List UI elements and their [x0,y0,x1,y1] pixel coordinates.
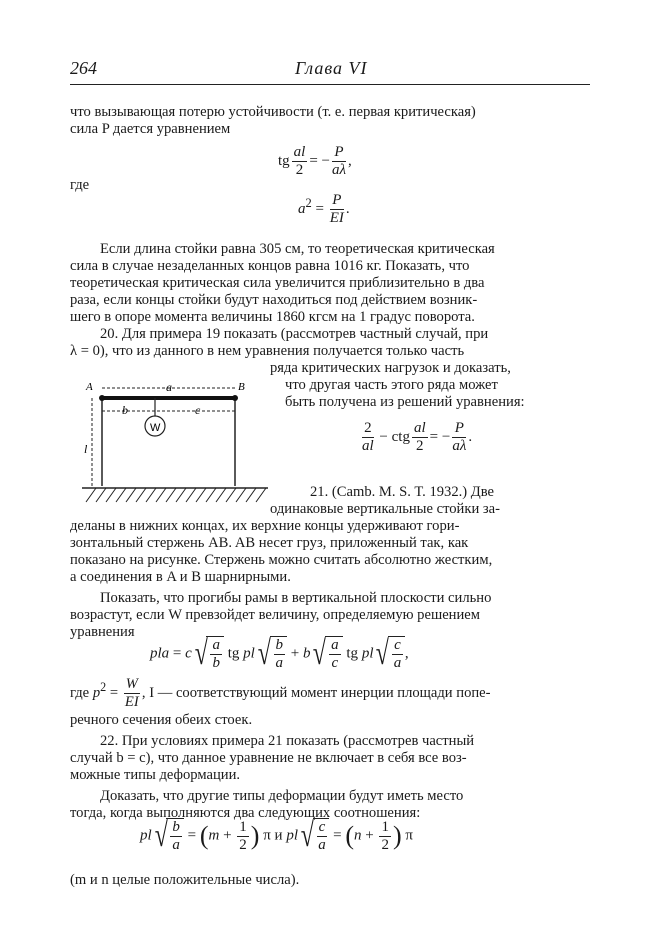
text-run: , I — соответствующий момент инерции площади попе- [141,684,491,701]
text-line: можные типы деформации. [70,767,241,783]
label-l: l [84,442,88,456]
text-line: шего в опоре момента величины 1860 кгсм на 1 градус поворота. [70,309,475,325]
text-line: что другая часть этого ряда может [285,377,498,393]
text-line: 21. (Camb. M. S. T. 1932.) Две [310,484,495,500]
text-line: тогда, когда выполняются два следующих соотношения: [70,805,421,821]
text-line: раза, если концы стойки будут находиться под действием возник- [70,292,478,308]
label-A: A [86,381,93,393]
hinge-b [232,395,238,401]
label-b: b [122,403,128,417]
text-line: случай b = c), что данное уравнение не включает в себя все воз- [70,750,467,766]
text-line: что вызывающая потерю устойчивости (т. е. первая критическая) [70,104,476,120]
text-run: где [70,684,90,701]
text-line: Показать, что прогибы рамы в вертикальной плоскости сильно [100,590,492,606]
label-w: W [150,422,161,434]
text-line: быть получена из решений уравнения: [285,394,525,410]
text-line: сила в случае незаделанных концов равна 1016 кг. Показать, что [70,258,470,274]
equation-pla: pla = c√ $\frac{a}{b}$ tg pl√ $\frac{b}{a}$ + b√ $\frac{a}{c}$ tg pl√ $\frac{c}{a}$ , [150,635,409,672]
text-line: где $p^2$ = $\frac{W}{EI}$ , I — соответствующий момент инерции площади попе- [70,676,491,710]
equation-tg: tg $\frac{al}{2}$ = − $\frac{P}{a\lambda}$ , [278,144,352,178]
header-rule [70,84,590,85]
text-line: одинаковые вертикальные стойки за- [270,501,501,517]
label-B: B [238,381,245,393]
label-a: a [166,380,172,394]
text-line: где [70,177,90,193]
text-line: сила P дается уравнением [70,121,231,137]
hinge-a [99,395,105,401]
equation-conditions: pl√ $\frac{b}{a}$ = (m + $\frac{1}{2}$ ) π и pl√ $\frac{c}{a}$ = (n + $\frac{1}{2}$ ) π [140,817,413,854]
text-line: Если длина стойки равна 305 см, то теоретическая критическая [100,241,495,257]
text-line: ряда критических нагрузок и доказать, [270,360,511,376]
equation-alpha: $a^2$ = $\frac{P}{EI}$ . [298,192,350,226]
text-line: зонтальный стержень AB. AB несет груз, приложенный так, как [70,535,469,551]
text-line: уравнения [70,624,135,640]
equation-ctg: $\frac{2}{al}$ − ctg $\frac{al}{2}$ = − $\frac{P}{a\lambda}$ . [362,420,473,454]
ground-hatch [86,488,266,502]
text-line: деланы в нижних концах, их верхние концы удерживают гори- [70,518,460,534]
text-line: возрастут, если W превзойдет величину, определяемую решением [70,607,481,623]
text-line: речного сечения обеих стоек. [70,712,253,728]
text-line: (m и n целые положительные числа). [70,872,300,888]
text-line: 20. Для примера 19 показать (рассмотрев частный случай, при [100,326,489,342]
page-number: 264 [70,58,97,78]
frame-figure [80,378,270,506]
text-line: Доказать, что другие типы деформации будут иметь место [100,788,464,804]
text-line: показано на рисунке. Стержень можно считать абсолютно жестким, [70,552,493,568]
chapter-title: Глава VI [295,58,368,78]
text-line: а соединения в A и B шарнирными. [70,569,291,585]
text-line: λ = 0), что из данного в нем уравнения получается только часть [70,343,465,359]
running-header [70,58,590,82]
text-line: теоретическая критическая сила увеличится приблизительно в два [70,275,485,291]
label-c: c [195,403,201,417]
text-line: 22. При условиях примера 21 показать (рассмотрев частный [100,733,475,749]
